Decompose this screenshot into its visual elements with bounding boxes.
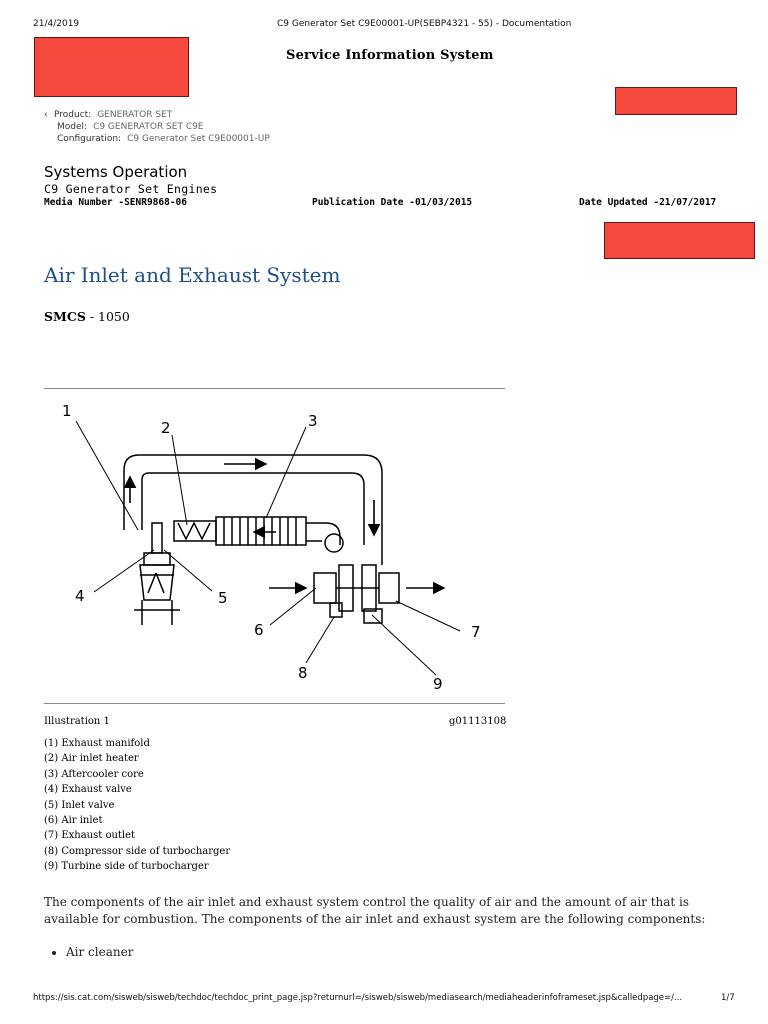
callout-8: 8 <box>298 664 308 682</box>
legend-item: (2) Air inlet heater <box>44 753 139 765</box>
component-list <box>44 945 133 959</box>
legend-item: (9) Turbine side of turbocharger <box>44 861 209 873</box>
smcs-label: SMCS <box>44 309 86 324</box>
legend-item: (1) Exhaust manifold <box>44 738 150 749</box>
callout-3: 3 <box>308 412 318 430</box>
publication-date: Publication Date -01/03/2015 <box>312 197 473 208</box>
illustration-top-rule <box>44 388 505 389</box>
back-chevron-icon[interactable]: ‹ <box>44 110 48 120</box>
redacted-block-right <box>604 222 755 259</box>
smcs-line <box>44 309 130 324</box>
footer-page-number: 1/7 <box>721 993 735 1003</box>
product-label: Product: <box>54 110 92 120</box>
callout-9: 9 <box>433 675 443 693</box>
list-item: • Air cleaner <box>66 945 133 959</box>
print-doc-title: C9 Generator Set C9E00001-UP(SEBP4321 - 55) - Documentation <box>277 19 572 29</box>
illustration-legend <box>44 736 230 875</box>
redacted-logo <box>34 37 189 97</box>
illustration-bottom-rule <box>44 703 505 704</box>
configuration-value: C9 Generator Set C9E00001-UP <box>127 134 270 144</box>
legend-item: (7) Exhaust outlet <box>44 830 136 842</box>
flow-arrows <box>130 464 444 588</box>
callout-1: 1 <box>62 402 72 420</box>
legend-item: (6) Air inlet <box>44 815 103 827</box>
model-label: Model: <box>57 122 88 132</box>
callout-5: 5 <box>218 589 228 607</box>
footer-url: https://sis.cat.com/sisweb/sisweb/techdoc/techdoc_print_page.jsp?returnurl=/sisweb/sisweb/mediasearch/mediaheaderinfoframeset.jsp&calledpage=/... <box>33 993 683 1003</box>
smcs-value: - 1050 <box>85 309 130 324</box>
product-value: GENERATOR SET <box>97 110 173 120</box>
callout-7: 7 <box>471 623 481 641</box>
site-title: Service Information System <box>286 48 494 63</box>
illustration-caption: Illustration 1 <box>44 716 110 727</box>
body-paragraph: The components of the air inlet and exhaust system control the quality of air and the amount of air that is available for combustion. The components of the air inlet and exhaust system are the following components: <box>44 895 706 926</box>
air-inlet-exhaust-diagram <box>44 395 514 700</box>
callout-4: 4 <box>75 587 85 605</box>
section-title: Systems Operation <box>44 163 188 181</box>
model-value: C9 GENERATOR SET C9E <box>93 122 204 132</box>
media-number: Media Number -SENR9868-06 <box>44 197 187 208</box>
legend-item: (4) Exhaust valve <box>44 784 132 796</box>
breadcrumb <box>44 109 270 145</box>
callout-6: 6 <box>254 621 264 639</box>
print-date: 21/4/2019 <box>33 19 80 29</box>
date-updated: Date Updated -21/07/2017 <box>579 197 717 208</box>
illustration-id: g01113108 <box>449 716 507 727</box>
article-title: Air Inlet and Exhaust System <box>44 263 341 287</box>
callout-2: 2 <box>161 419 171 437</box>
legend-item: (5) Inlet valve <box>44 799 115 811</box>
section-subtitle: C9 Generator Set Engines <box>44 182 218 196</box>
callout-labels <box>62 402 481 693</box>
piping <box>124 455 399 625</box>
leader-lines <box>76 421 460 675</box>
legend-item: (3) Aftercooler core <box>44 768 144 780</box>
redacted-block-top-right <box>615 87 737 115</box>
legend-item: (8) Compressor side of turbocharger <box>44 845 231 857</box>
configuration-label: Configuration: <box>57 134 122 144</box>
